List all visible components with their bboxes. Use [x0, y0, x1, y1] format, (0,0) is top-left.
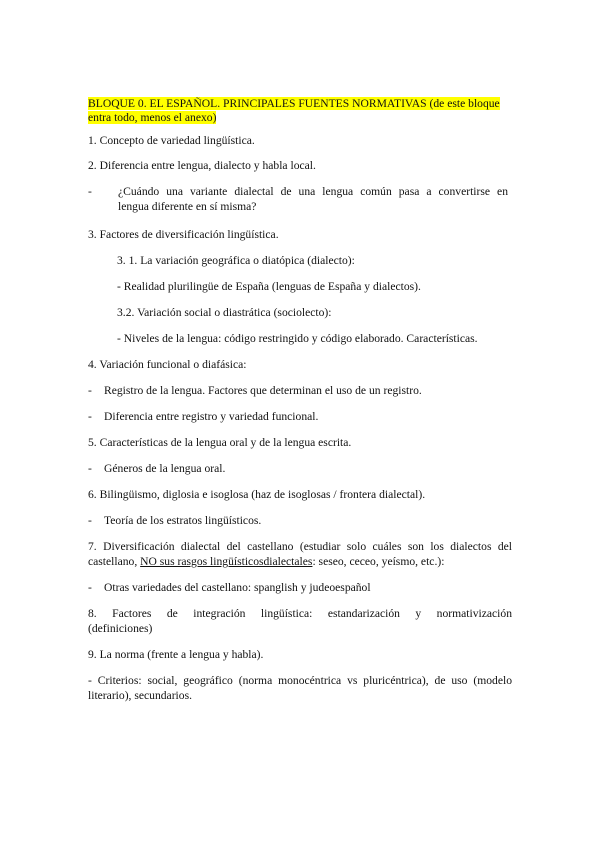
- item-3-1: 3. 1. La variación geográfica o diatópica (dialecto):: [117, 254, 355, 267]
- item-3: 3. Factores de diversificación lingüística.: [88, 228, 279, 241]
- item-9-sub-line-1: - Criterios: social, geográfico (norma monocéntrica vs pluricéntrica), de uso (modelo: [88, 674, 512, 687]
- block-heading-title: BLOQUE 0. EL ESPAÑOL. PRINCIPALES FUENTES NORMATIVAS: [88, 97, 427, 110]
- block-heading-note-continued: entra todo, menos el anexo): [88, 111, 217, 124]
- item-3-2: 3.2. Variación social o diastrática (sociolecto):: [117, 306, 332, 319]
- item-3-2-sub: - Niveles de la lengua: código restringido y código elaborado. Características.: [117, 332, 478, 345]
- block-heading-note: (de este bloque: [426, 97, 500, 110]
- item-7-underlined-note: NO sus rasgos lingüísticosdialectales: [140, 555, 313, 568]
- item-5-sub-dash: -: [88, 462, 92, 475]
- item-7-sub: Otras variedades del castellano: spanglish y judeoespañol: [104, 581, 371, 594]
- block-heading-line-1: [88, 97, 500, 111]
- block-heading-line-2: [88, 111, 216, 125]
- item-8-line-1: 8. Factores de integración lingüística: estandarización y normativización: [88, 607, 512, 620]
- item-4-sub-1: Registro de la lengua. Factores que determinan el uso de un registro.: [104, 384, 422, 397]
- item-6-sub-dash: -: [88, 514, 92, 527]
- item-4-sub-1-dash: -: [88, 384, 92, 397]
- item-5: 5. Características de la lengua oral y de la lengua escrita.: [88, 436, 352, 449]
- item-6: 6. Bilingüismo, diglosia e isoglosa (haz de isoglosas / frontera dialectal).: [88, 488, 426, 501]
- item-4-sub-2-dash: -: [88, 410, 92, 423]
- item-5-sub: Géneros de la lengua oral.: [104, 462, 226, 475]
- item-2-sub-line-1: ¿Cuándo una variante dialectal de una lengua común pasa a convertirse en: [118, 185, 508, 198]
- item-2-sub-dash: -: [88, 185, 92, 198]
- item-7-sub-dash: -: [88, 581, 92, 594]
- item-4-sub-2: Diferencia entre registro y variedad funcional.: [104, 410, 319, 423]
- item-7-line-2: [88, 555, 444, 569]
- item-7-line-2-prefix: castellano,: [88, 555, 141, 568]
- item-2-sub-line-2: lengua diferente en sí misma?: [118, 200, 257, 213]
- item-6-sub: Teoría de los estratos lingüísticos.: [104, 514, 262, 527]
- item-7-line-2-suffix: : seseo, ceceo, yeísmo, etc.):: [312, 555, 445, 568]
- item-7-line-1: 7. Diversificación dialectal del castellano (estudiar solo cuáles son los dialectos del: [88, 540, 512, 553]
- item-3-1-sub: - Realidad plurilingüe de España (lenguas de España y dialectos).: [117, 280, 421, 293]
- item-2: 2. Diferencia entre lengua, dialecto y habla local.: [88, 159, 316, 172]
- item-8-line-2: (definiciones): [88, 622, 153, 635]
- item-1: 1. Concepto de variedad lingüística.: [88, 134, 255, 147]
- item-9: 9. La norma (frente a lengua y habla).: [88, 648, 264, 661]
- item-9-sub-line-2: literario), secundarios.: [88, 689, 192, 702]
- item-4: 4. Variación funcional o diafásica:: [88, 358, 247, 371]
